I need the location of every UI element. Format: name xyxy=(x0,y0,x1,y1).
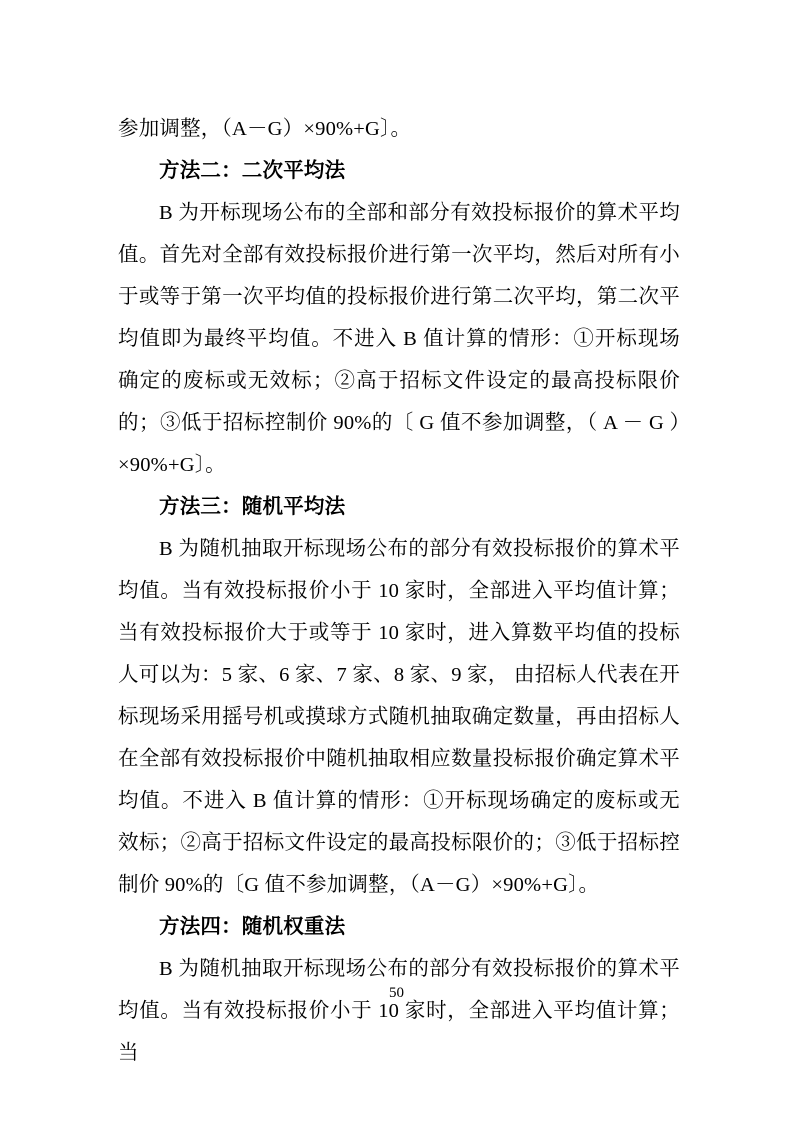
paragraph-continuation: 参加调整，（A－G）×90%+G〕。 xyxy=(118,118,412,140)
heading-method-two: 方法二：二次平均法 xyxy=(159,160,346,182)
heading-method-three: 方法三：随机平均法 xyxy=(159,496,346,518)
paragraph-method-four-body: B 为随机抽取开标现场公布的部分有效投标报价的算术平均值。当有效投标报价小于 10 家时，全部进入平均值计算；当 xyxy=(118,958,680,1064)
heading-method-four: 方法四：随机权重法 xyxy=(159,916,346,938)
page-number: 50 xyxy=(389,985,404,1001)
paragraph-method-three-body: B 为随机抽取开标现场公布的部分有效投标报价的算术平均值。当有效投标报价小于 10 家时，全部进入平均值计算；当有效投标报价大于或等于 10 家时，进入算数平均值的投标人可以为：5 家、6 家、7 家、8 家、9 家， 由招标人代表在开标现场采用摇号机或摸球方式随机抽取确定数量，再由招标人在全部有效投标报价中随机抽取相应数量投标报价确定算术平均值。不进入 B 值计算的情形：①开标现场确定的废标或无效标；②高于招标文件设定的最高投标限价的；③低于招标控制价 90%的〔G 值不参加调整，（A－G）×90%+G〕。 xyxy=(118,538,680,896)
paragraph-method-two-body: B 为开标现场公布的全部和部分有效投标报价的算术平均值。首先对全部有效投标报价进行第一次平均，然后对所有小于或等于第一次平均值的投标报价进行第二次平均，第二次平均值即为最终平均值。不进入 B 值计算的情形：①开标现场确定的废标或无效标；②高于招标文件设定的最高投标限价的；③低于招标控制价 90%的〔 G 值不参加调整，（ A － G ）×90%+G〕。 xyxy=(118,202,680,476)
page-content xyxy=(118,108,680,1074)
